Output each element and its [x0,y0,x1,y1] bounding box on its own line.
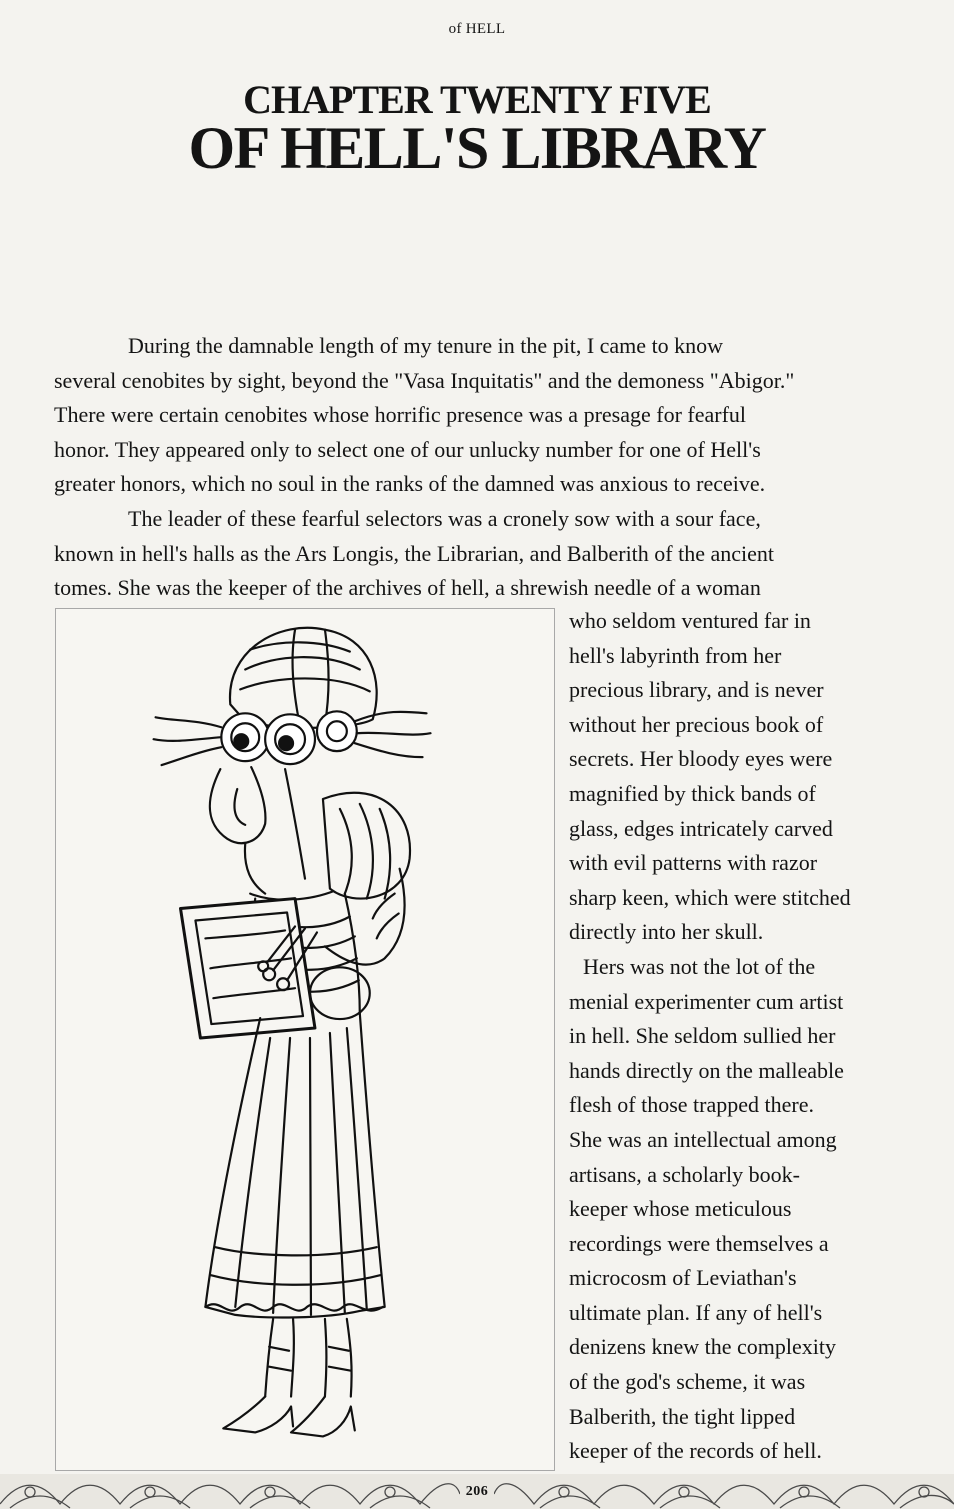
text-line: sharp keen, which were stitched [569,884,851,910]
librarian-drawing [56,609,554,1470]
text-line: several cenobites by sight, beyond the "Vasa Inquitatis" and the demoness "Abigor." [54,367,795,393]
chapter-title: OF HELL'S LIBRARY [188,115,766,181]
text-line: keeper of the records of hell. [569,1438,822,1464]
text-line: During the damnable length of my tenure in the pit, I came to know [128,333,724,358]
chapter-number: CHAPTER TWENTY FIVE [243,77,711,122]
text-line: of the god's scheme, it was [569,1369,806,1395]
text-line: hell's labyrinth from her [569,642,782,668]
text-line: Hers was not the lot of the [583,953,816,979]
text-line: in hell. She seldom sullied her [569,1023,836,1049]
text-line: tomes. She was the keeper of the archives of hell, a shrewish needle of a woman [54,575,761,601]
text-line: She was an intellectual among [569,1126,837,1152]
page-number: 206 [465,1484,489,1499]
text-line: secrets. Her bloody eyes were [569,746,833,772]
text-line: magnified by thick bands of [569,780,816,806]
text-line: recordings were themselves a [569,1230,829,1256]
librarian-illustration [55,608,555,1471]
text-line: honor. They appeared only to select one of our unlucky number for one of Hell's [54,436,761,462]
text-line: greater honors, which no soul in the ranks of the damned was anxious to receive. [54,471,766,497]
paragraph-1 [54,329,904,502]
text-line: keeper whose meticulous [569,1196,792,1222]
text-line: glass, edges intricately carved [569,815,833,841]
text-line: with evil patterns with razor [569,850,818,876]
text-line: denizens knew the complexity [569,1334,836,1360]
text-line: The leader of these fearful selectors was a cronely sow with a sour face, [128,506,761,531]
text-line: known in hell's halls as the Ars Longis, the Librarian, and Balberith of the ancient [54,540,775,566]
text-line: artisans, a scholarly book- [569,1161,800,1187]
paragraph-2 [54,502,904,606]
side-column [569,604,909,1469]
text-line: who seldom ventured far in [569,608,811,633]
running-head: of HELL [448,21,506,37]
text-line: microcosm of Leviathan's [569,1265,797,1291]
text-line: menial experimenter cum artist [569,988,844,1014]
text-line: without her precious book of [569,711,824,737]
text-line: flesh of those trapped there. [569,1092,814,1118]
text-line: There were certain cenobites whose horrific presence was a presage for fearful [54,402,747,428]
text-line: directly into her skull. [569,919,764,945]
text-line: hands directly on the malleable [569,1057,844,1083]
text-line: Balberith, the tight lipped [569,1403,796,1429]
text-line: ultimate plan. If any of hell's [569,1299,823,1325]
text-line: precious library, and is never [569,677,824,703]
